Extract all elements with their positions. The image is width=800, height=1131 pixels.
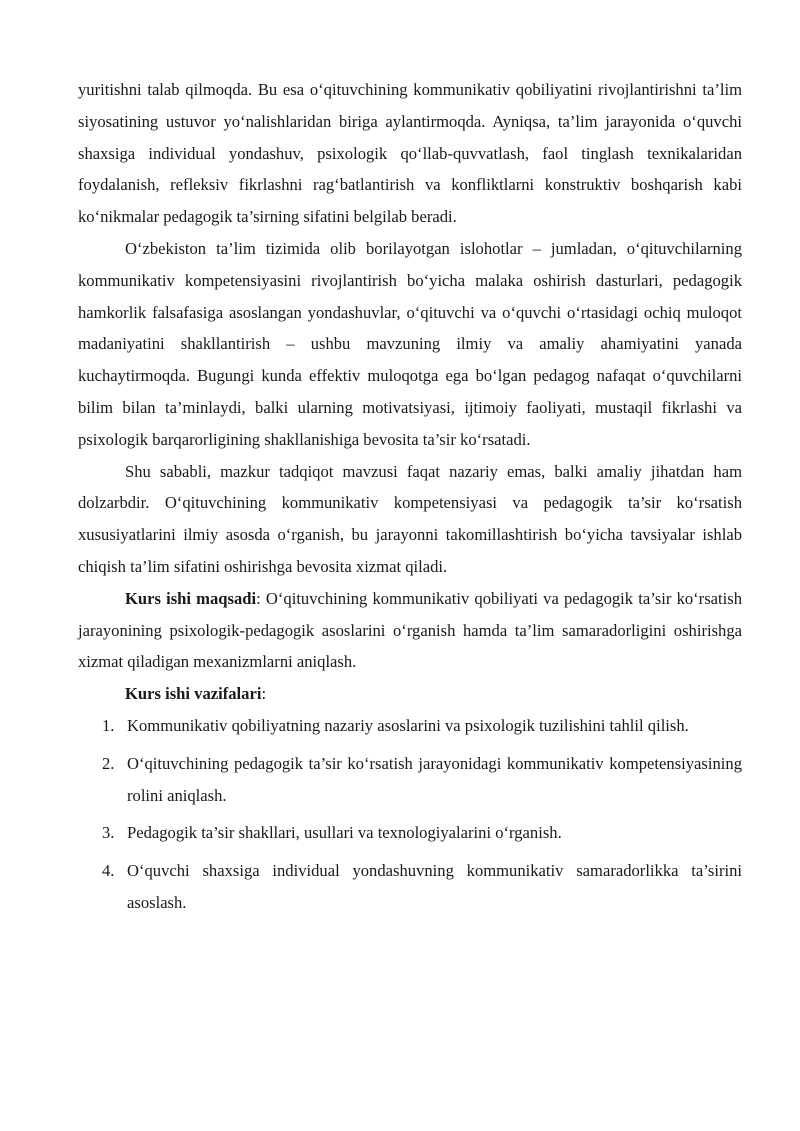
list-item-text: Pedagogik ta’sir shakllari, usullari va texnologiyalarini o‘rganish.: [127, 823, 562, 843]
list-item: [78, 817, 742, 849]
list-item: [78, 855, 742, 919]
list-item: [78, 710, 742, 742]
tasks-separator: :: [261, 684, 267, 704]
paragraph-1: yuritishni talab qilmoqda. Bu esa o‘qituvchining kommunikativ qobiliyatini rivojlantirishni ta’lim siyosatining ustuvor yo‘nalishlaridan biriga aylantirmoqda. Ayniqsa, ta’lim jarayonida o‘quvchi shaxsiga individual yondashuv, psixologik qo‘llab-quvvatlash, faol tinglash texnikalaridan foydalanish, refleksiv fikrlashni rag‘batlantirish va konfliktlarni konstruktiv boshqarish kabi ko‘nikmalar pedagogik ta’sirning sifatini belgilab beradi.: [78, 80, 742, 227]
goal-paragraph: [78, 583, 742, 678]
list-item-number: 3.: [102, 823, 115, 843]
paragraph-2: O‘zbekiston ta’lim tizimida olib borilayotgan islohotlar – jumladan, o‘qituvchilarning kommunikativ kompetensiyasini rivojlantirish bo‘yicha malaka oshirish dasturlari, pedagogik hamkorlik falsafasiga asoslangan yondashuvlar, o‘qituvchi va o‘quvchi o‘rtasidagi ochiq muloqot madaniyatini shakllantirish – ushbu mavzuning ilmiy va amaliy ahamiyatini yanada kuchaytirmoqda. Bugungi kunda effektiv muloqotga ega bo‘lgan pedagog nafaqat o‘quvchilarni bilim bilan ta’minlaydi, balki ularning motivatsiyasi, ijtimoiy faoliyati, mustaqil fikrlashi va psixologik barqarorligining shakllanishiga bevosita ta’sir ko‘rsatadi.: [78, 238, 742, 449]
list-item-text: O‘qituvchining pedagogik ta’sir ko‘rsatish jarayonidagi kommunikativ kompetensiyasining rolini aniqlash.: [127, 753, 742, 805]
document-page: [78, 74, 742, 925]
list-item-text: Kommunikativ qobiliyatning nazariy asoslarini va psixologik tuzilishini tahlil qilish.: [127, 715, 689, 735]
list-item-number: 2.: [102, 753, 115, 773]
goal-label: Kurs ishi maqsadi: [125, 588, 257, 608]
goal-separator: :: [256, 588, 261, 608]
list-item-number: 4.: [102, 861, 115, 881]
tasks-heading: [78, 678, 742, 710]
goal-text: O‘qituvchining kommunikativ qobiliyati va pedagogik ta’sir ko‘rsatish jarayonining psixologik-pedagogik asoslarini o‘rganish hamda ta’lim samaradorligini oshirishga xizmat qiladigan mexanizmlarni aniqlash.: [78, 588, 743, 672]
list-item: [78, 748, 742, 812]
tasks-label: Kurs ishi vazifalari: [125, 684, 262, 704]
list-item-number: 1.: [102, 715, 115, 735]
list-item-text: O‘quvchi shaxsiga individual yondashuvning kommunikativ samaradorlikka ta’sirini asoslash.: [127, 861, 742, 912]
tasks-list: [78, 710, 742, 919]
paragraph-3: Shu sababli, mazkur tadqiqot mavzusi faqat nazariy emas, balki amaliy jihatdan ham dolzarbdir. O‘qituvchining kommunikativ kompetensiyasi va pedagogik ta’sir ko‘rsatish xususiyatlarini ilmiy asosda o‘rganish, bu jarayonni takomillashtirish bo‘yicha tavsiyalar ishlab chiqish ta’lim sifatini oshirishga bevosita xizmat qiladi.: [78, 461, 742, 576]
